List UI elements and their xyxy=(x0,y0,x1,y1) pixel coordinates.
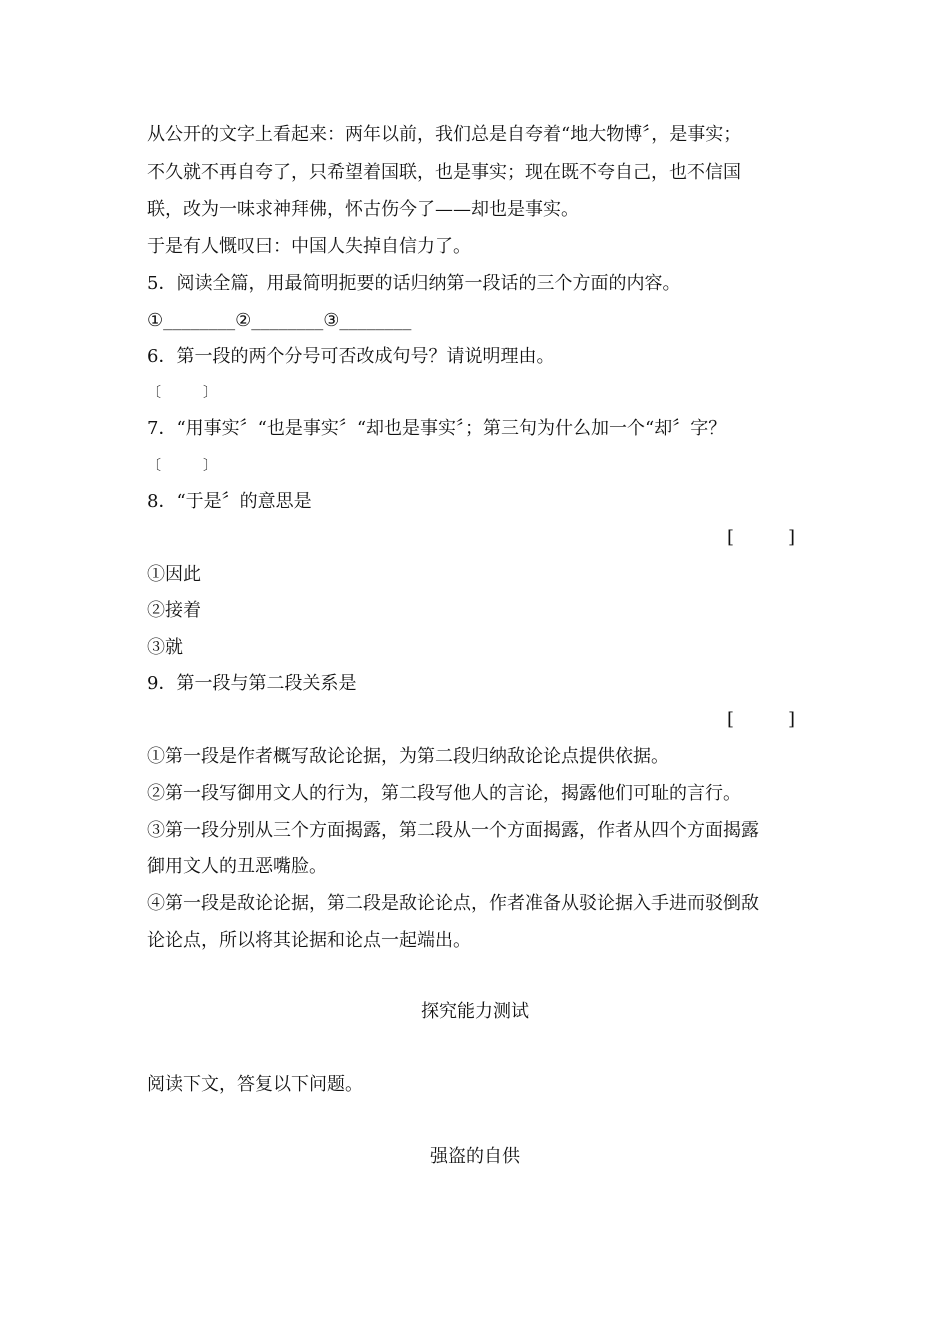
question-text: 7．“用事实〞“也是事实〞“却也是事实〞；第三句为什么加一个“却〞字？ xyxy=(147,418,727,439)
passage-line: 从公开的文字上看起来：两年以前，我们总是自夸着“地大物博〞，是事实； xyxy=(147,124,742,145)
option[interactable]: ③第一段分别从三个方面揭露，第二段从一个方面揭露，作者从四个方面揭露 xyxy=(147,820,759,841)
answer-bracket[interactable]: [ ] xyxy=(727,527,796,548)
article-title: 强盗的自供 xyxy=(430,1146,520,1167)
passage-line: 于是有人慨叹曰：中国人失掉自信力了。 xyxy=(147,236,471,257)
answer-blanks[interactable]: ①________②________③________ xyxy=(147,310,412,331)
question-text: 9．第一段与第二段关系是 xyxy=(147,673,357,694)
question-text: 8．“于是〞的意思是 xyxy=(147,491,312,512)
answer-bracket[interactable]: 〔 〕 xyxy=(147,458,217,474)
option[interactable]: ③就 xyxy=(147,637,183,658)
option-continuation: 御用文人的丑恶嘴脸。 xyxy=(147,856,327,877)
passage-line: 不久就不再自夸了，只希望着国联，也是事实；现在既不夸自己，也不信国 xyxy=(147,162,741,183)
section-title: 探究能力测试 xyxy=(421,1001,529,1022)
option[interactable]: ②第一段写御用文人的行为，第二段写他人的言论，揭露他们可耻的言行。 xyxy=(147,783,741,804)
instruction: 阅读下文，答复以下问题。 xyxy=(147,1074,363,1095)
option[interactable]: ①第一段是作者概写敌论论据，为第二段归纳敌论论点提供依据。 xyxy=(147,746,669,767)
passage-line: 联，改为一味求神拜佛，怀古伤今了——却也是事实。 xyxy=(147,199,579,220)
option[interactable]: ②接着 xyxy=(147,600,201,621)
option[interactable]: ④第一段是敌论论据，第二段是敌论论点，作者准备从驳论据入手进而驳倒敌 xyxy=(147,893,759,914)
option[interactable]: ①因此 xyxy=(147,564,201,585)
answer-bracket[interactable]: 〔 〕 xyxy=(147,385,217,401)
answer-bracket[interactable]: [ ] xyxy=(727,709,796,730)
question-text: 6．第一段的两个分号可否改成句号？请说明理由。 xyxy=(147,346,555,367)
option-continuation: 论论点，所以将其论据和论点一起端出。 xyxy=(147,930,471,951)
question-text: 5．阅读全篇，用最简明扼要的话归纳第一段话的三个方面的内容。 xyxy=(147,273,681,294)
